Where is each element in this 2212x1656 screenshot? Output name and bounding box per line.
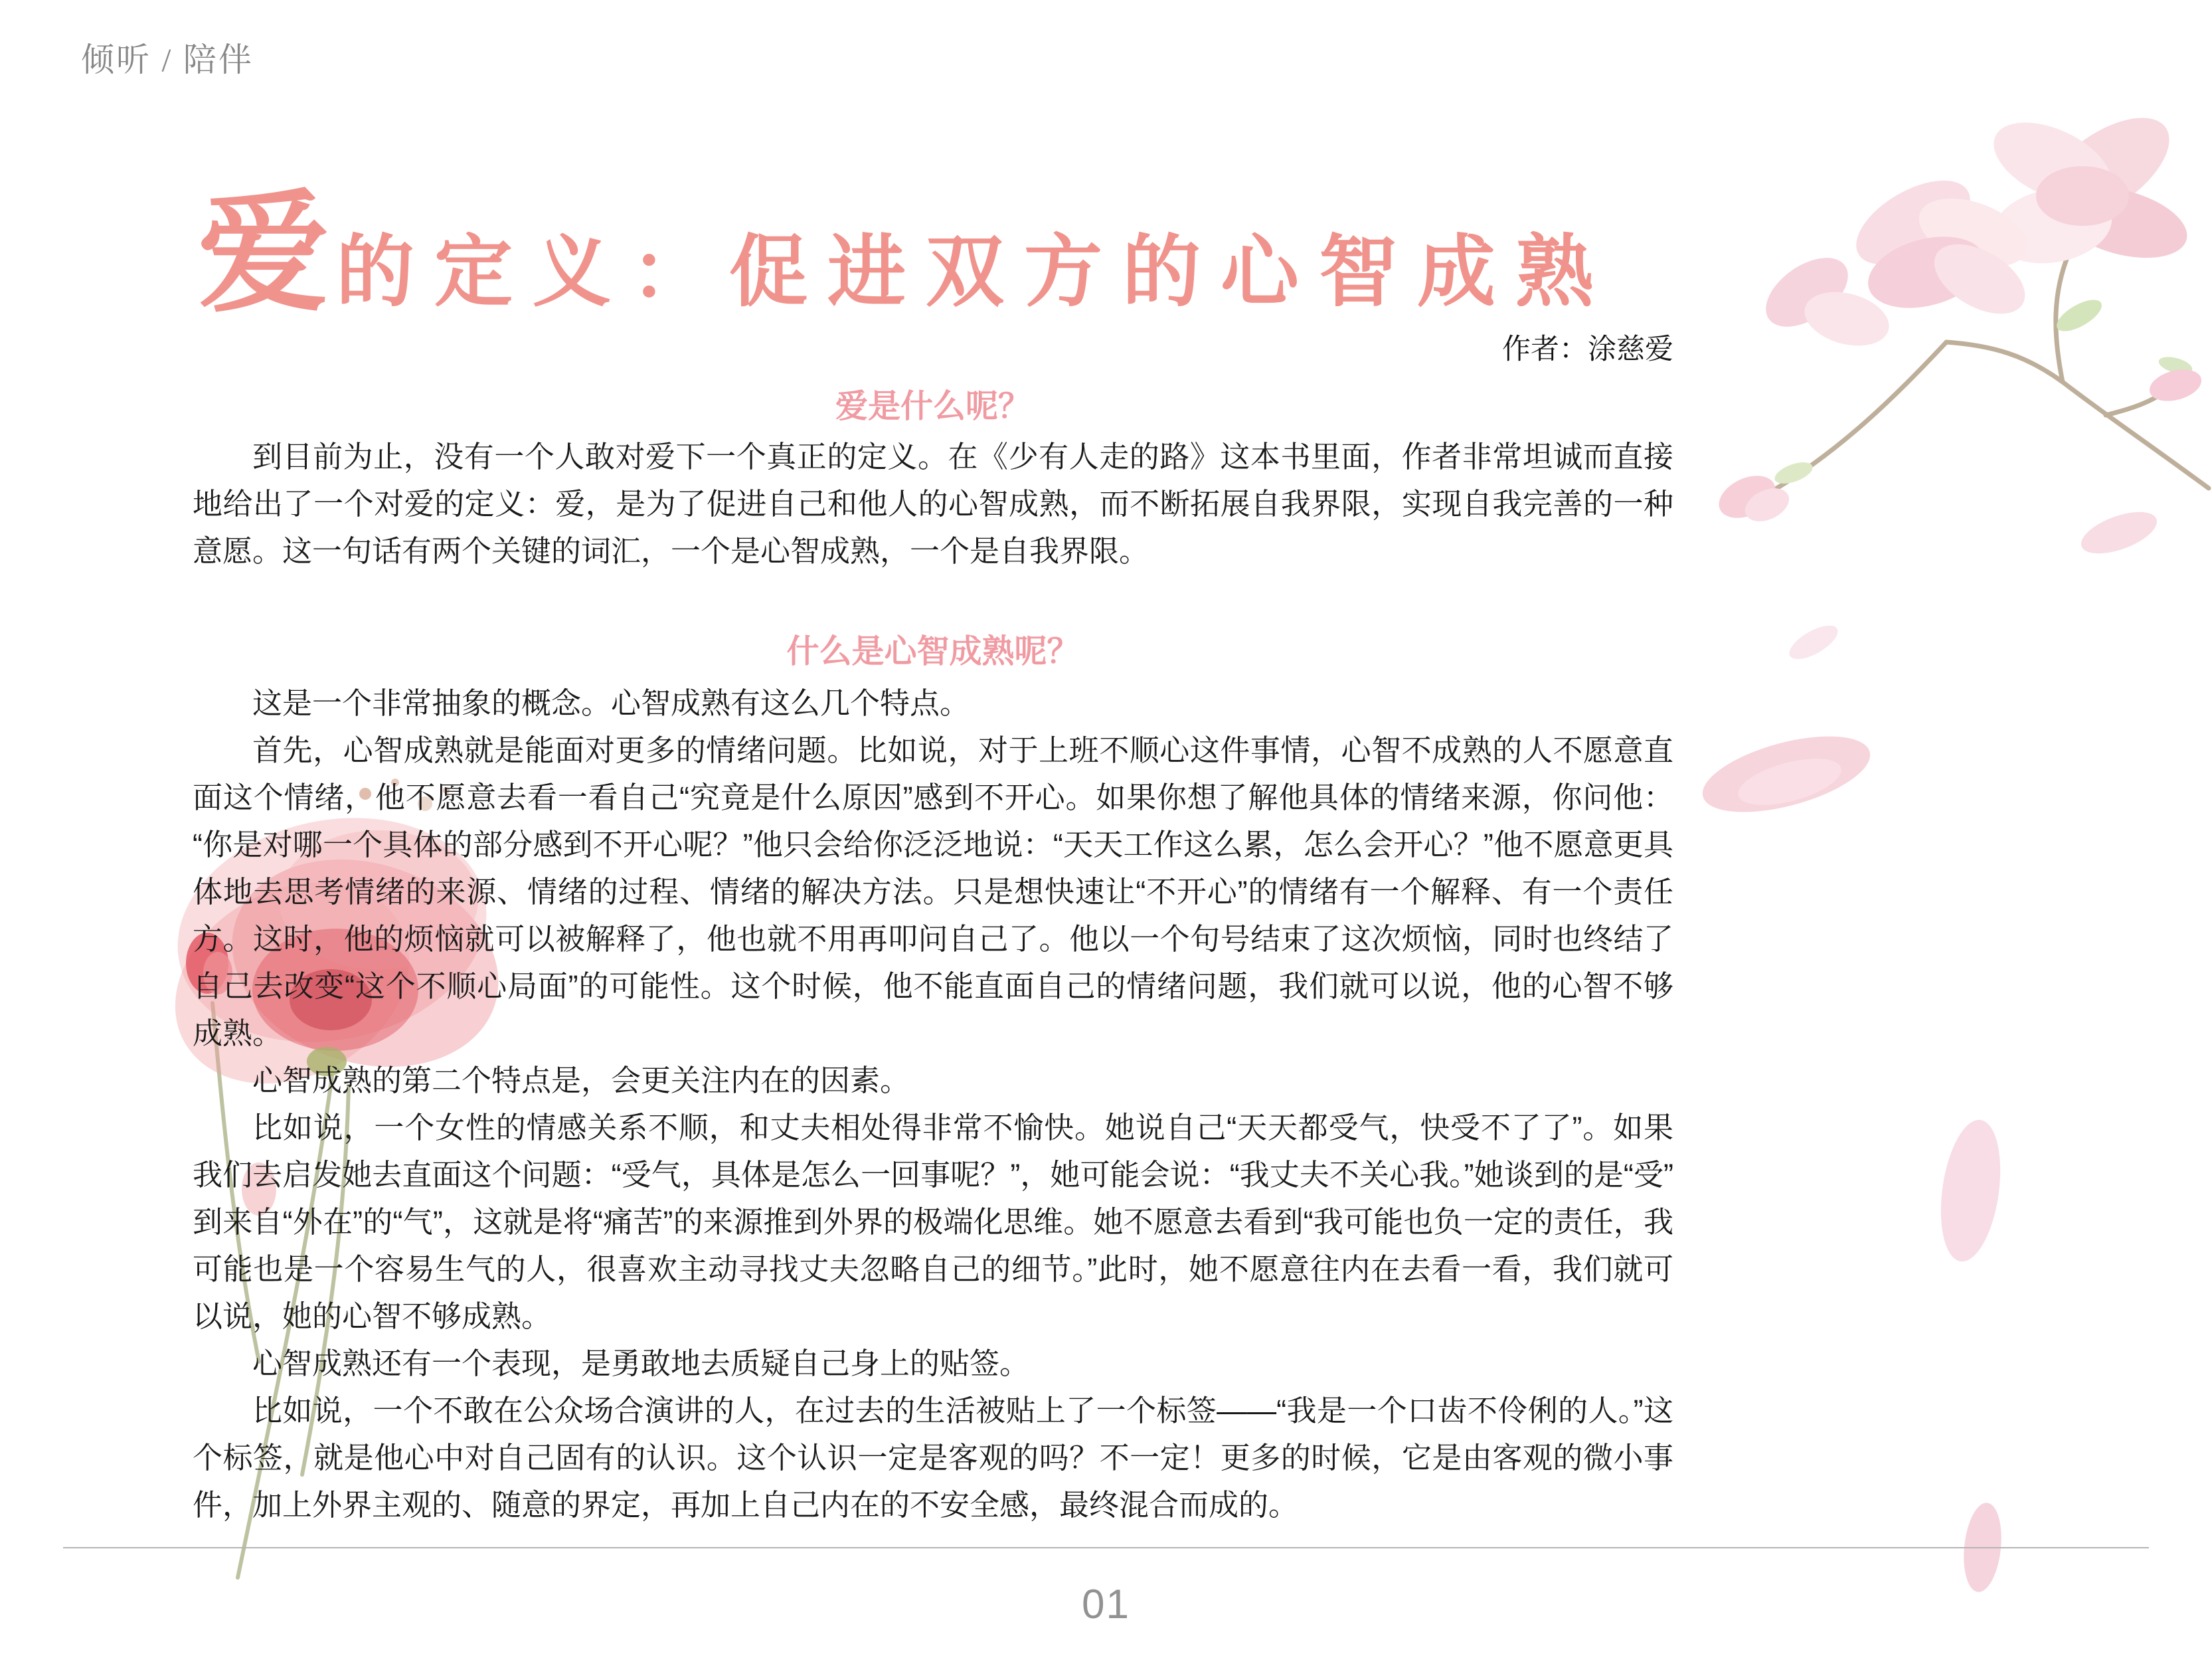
author-byline: 作者：涂慈爱 [1502,333,1673,365]
page-number: 01 [1082,1582,1130,1627]
falling-petal [1932,1116,2008,1265]
title-text: 的定义：促进双方的心智成熟 [336,229,1614,316]
magnolia-buds [1712,364,2205,527]
paragraph: 首先，心智成熟就是能面对更多的情绪问题。比如说，对于上班不顺心这件事情，心智不成熟的人不愿意直面这个情绪，他不愿意去看一看自己“究竟是什么原因”感到不开心。如果你想了解他具体的情绪来源，你问他：“你是对哪一个具体的部分感到不开心呢？”他只会给你泛泛地说：“天天工作这么累，怎么会开心？”他不愿意更具体地去思考情绪的来源、情绪的过程、情绪的解决方法。只是想快速让“不开心”的情绪有一个解释、有一个责任方。这时，他的烦恼就可以被解释了，他也就不用再叩问自己了。他以一个句号结束了这次烦恼，同时也终结了自己去改变“这个不顺心局面”的可能性。这个时候，他不能直面自己的情绪问题，我们就可以说，他的心智不够成熟。 [193,733,1673,1050]
falling-petal [1784,619,1843,666]
section-heading-2: 什么是心智成熟呢？ [786,634,1080,670]
paragraph: 心智成熟的第二个特点是，会更关注内在的因素。 [252,1063,910,1097]
magnolia-branch-illustration [1681,53,2212,558]
paragraph: 这是一个非常抽象的概念。心智成熟有这么几个特点。 [252,686,970,720]
article-title [198,180,1614,327]
article-body [193,387,1673,1528]
paragraph: 心智成熟还有一个表现，是勇敢地去质疑自己身上的贴签。 [252,1346,1030,1380]
paragraph: 到目前为止，没有一个人敢对爱下一个真正的定义。在《少有人走的路》这本书里面，作者非常坦诚而直接地给出了一个对爱的定义：爱，是为了促进自己和他人的心智成熟，而不断拓展自我界限，实现自我完善的一种意愿。这一句话有两个关键的词汇，一个是心智成熟，一个是自我界限。 [193,440,1673,568]
section-heading-1: 爱是什么呢？ [835,389,1031,424]
title-lead-character: 爱 [198,180,329,327]
paragraph: 比如说，一个女性的情感关系不顺，和丈夫相处得非常不愉快。她说自己“天天都受气，快受不了了”。如果我们去启发她去直面这个问题：“受气，具体是怎么一回事呢？”，她可能会说：“我丈夫不关心我。”她谈到的是“受”到来自“外在”的“气”，这就是将“痛苦”的来源推到外界的极端化思维。她不愿意去看到“我可能也负一定的责任，我可能也是一个容易生气的人，很喜欢主动寻找丈夫忽略自己的细节。”此时，她不愿意往内在去看一看，我们就可以说，她的心智不够成熟。 [193,1111,1673,1333]
page-header-brand: 倾听 / 陪伴 [81,41,254,78]
footer-divider [63,1547,2149,1548]
paragraph: 比如说，一个不敢在公众场合演讲的人，在过去的生活被贴上了一个标签——“我是一个口齿不伶俐的人。”这个标签，就是他心中对自己固有的认识。这个认识一定是客观的吗？不一定！更多的时候，它是由客观的微小事件，加上外界主观的、随意的界定，再加上自己内在的不安全感，最终混合而成的。 [193,1394,1673,1522]
